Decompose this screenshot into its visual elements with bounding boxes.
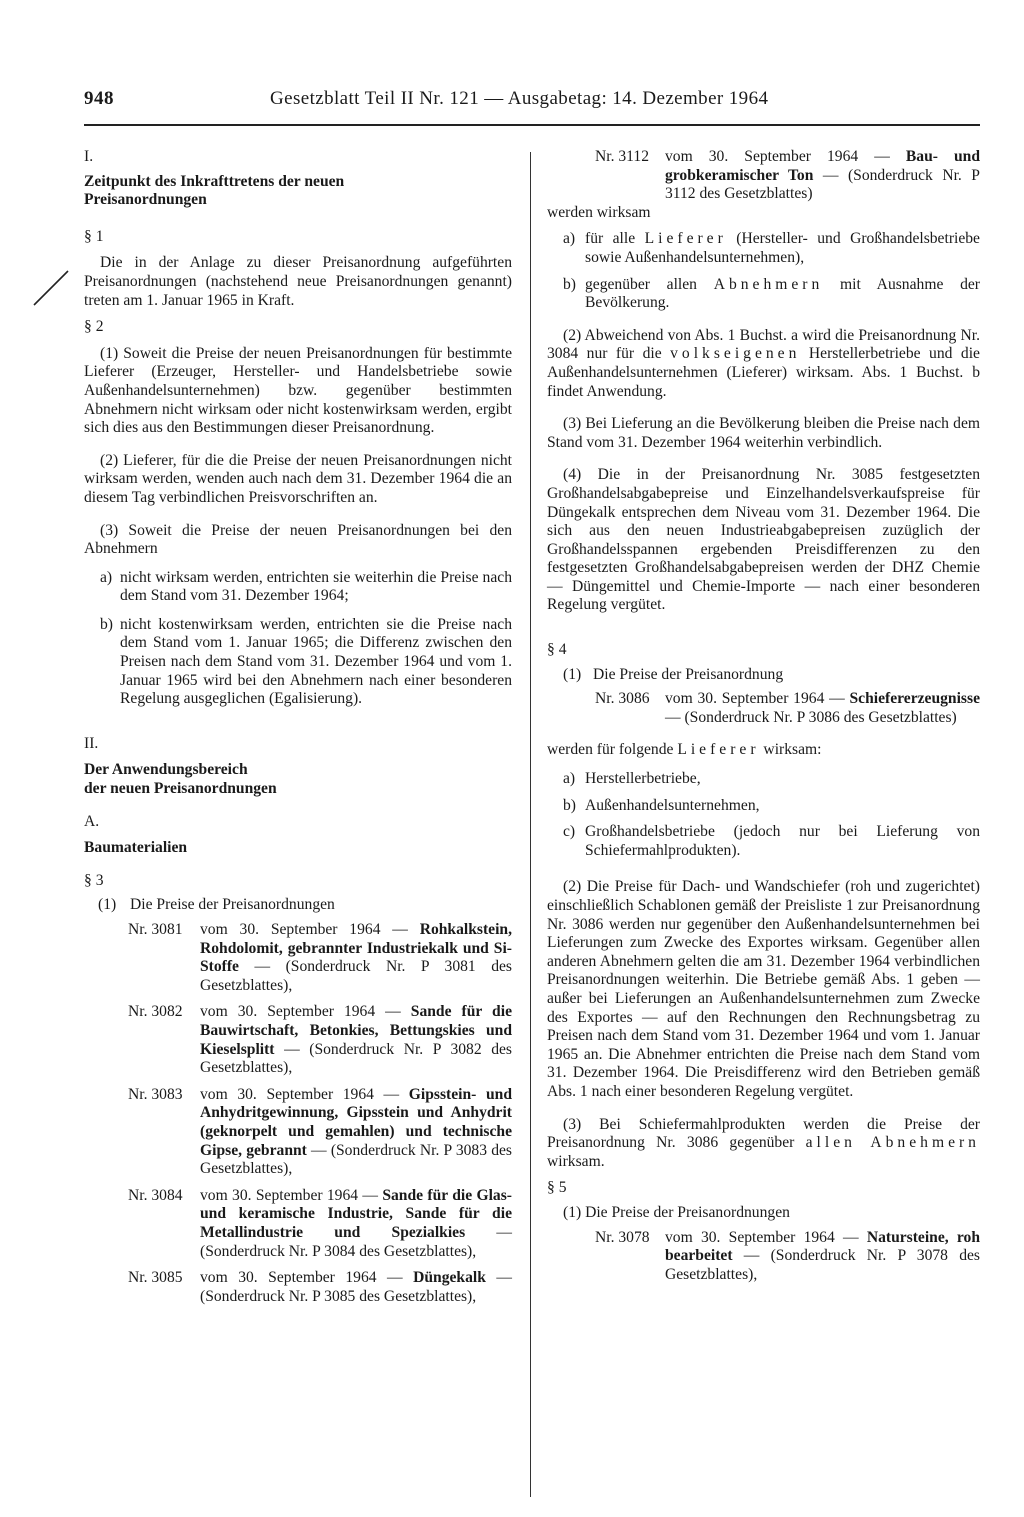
paragraph-text: (1) Soweit die Preise der neuen Preisanordnungen für bestimmte Lieferer (Erzeuger, Hersteller- und Handelsbetriebe sowie Außenhandelsunternehmen) bzw. gegenüber bestimmten Abnehmern nicht wirksam oder nicht kostenwirksam werden, ergibt sich dies aus den Bestimmungen dieser Preisanordnung. [84, 344, 512, 437]
list-item: a) nicht wirksam werden, entrichten sie weiterhin die Preise nach dem Stand vom 31. Dezember 1964; [100, 568, 512, 605]
paragraph-text: (2) Die Preise für Dach- und Wandschiefer (roh und zugerichtet) einschließlich Schablonen gemäß der Preisliste 1 zur Preisanordnung Nr. 3086 werden nur gegenüber den Außenhandelsunternehmen bei Lieferungen zum Zwecke des Exportes wirksam. Gegenüber allen anderen Abnehmern gelten die am 31. Dezember 1964 verbindlichen Preisanordnungen weiterhin. Die Betriebe gemäß Abs. 1 geben — außer bei Lieferungen an Außenhandelsunternehmen zum Zwecke des Exportes — auf den Rechnungen den Rechnungsbetrag zu Preisen nach dem Stand vom 31. Dezember 1964 und vom 1. Januar 1965 an. Die Abnehmer entrichten die Preise nach dem Stand vom 31. Dezember 1964. Die Preisdifferenz wird den Betrieben gemäß Abs. 1 nach einer besonderen Regelung vergütet. [547, 878, 980, 1100]
paragraph-heading: § 4 [547, 641, 567, 659]
paragraph-text: werden für folgende Lieferer wirksam: [547, 741, 822, 759]
ordinance-entry: Nr. 3081 vom 30. September 1964 — Rohkalkstein, Rohdolomit, gebrannter Industriekalk und Si-Stoffe — (Sonderdruck Nr. P 3081 des Gesetzblattes), [128, 921, 512, 994]
list-item: b) gegenüber allen Abnehmern mit Ausnahme der Bevölkerung. [563, 275, 981, 312]
header-rule [84, 124, 980, 126]
ordinance-entry: Nr. 3082 vom 30. September 1964 — Sande für die Bauwirtschaft, Betonkies, Bettungskies und Kieselsplitt — (Sonderdruck Nr. P 3082 des Gesetzblattes), [128, 1003, 512, 1077]
section-title-line: Preisanordnungen [84, 191, 207, 209]
handwritten-slash-mark [28, 268, 74, 308]
paragraph-text: (3) Soweit die Preise der neuen Preisanordnungen bei den Abnehmern [84, 521, 512, 558]
paragraph-heading: § 3 [84, 871, 104, 889]
paragraph-text: (1) Die Preise der Preisanordnungen [563, 1203, 790, 1221]
right-column [547, 148, 980, 1284]
ordinance-entry: Nr. 3084 vom 30. September 1964 — Sande für die Glas- und keramische Industrie, Sande für die Metallindustrie und Spezialkies — (Sonderdruck Nr. P 3084 des Gesetzblattes), [128, 1186, 512, 1260]
ordinance-entry: Nr. 3078 vom 30. September 1964 — Natursteine, roh bearbeitet — (Sonderdruck Nr. P 3078 des Gesetzblattes), [595, 1228, 980, 1283]
section-number: II. [84, 734, 99, 752]
paragraph-text: werden wirksam [547, 203, 651, 221]
section-title-line: Zeitpunkt des Inkrafttretens der neuen [84, 172, 345, 190]
ordinance-entry: Nr. 3083 vom 30. September 1964 — Gipsstein- und Anhydritgewinnung, Gipsstein und Anhydrit (geknorpelt und gemahlen) und technische Gipse, gebrannt — (Sonderdruck Nr. P 3083 des Gesetzblattes), [128, 1085, 512, 1178]
list-item: c) Großhandelsbetriebe (jedoch nur bei Lieferung von Schiefermahlprodukten). [563, 823, 980, 859]
paragraph-text: (2) Abweichend von Abs. 1 Buchst. a wird die Preisanordnung Nr. 3084 nur für die volkseigenen Herstellerbetriebe und die Außenhandelsunternehmen (Lieferer) wirksam. Abs. 1 Buchst. b findet Anwendung. [547, 326, 980, 400]
paragraph-text: (3) Bei Schiefermahlprodukten werden die Preise der Preisanordnung Nr. 3086 gegenüber allen Abnehmern wirksam. [547, 1115, 980, 1170]
paragraph-heading: § 2 [84, 318, 104, 336]
paragraph-heading: § 1 [84, 227, 104, 245]
left-column [84, 148, 512, 1306]
column-divider [530, 152, 531, 1497]
list-item: b) Außenhandelsunternehmen, [563, 796, 760, 814]
paragraph-text: Die in der Anlage zu dieser Preisanordnung aufgeführten Preisanordnungen (nachstehend neue Preisanordnungen genannt) treten am 1. Januar 1965 in Kraft. [84, 254, 512, 309]
page-header [84, 88, 980, 114]
paragraph-text: (2) Lieferer, für die die Preise der neuen Preisanordnungen nicht wirksam werden, wenden auch nach dem 31. Dezember 1964 die an diesem Tag verbindlichen Preisvorschriften an. [84, 451, 512, 506]
ordinance-entry: Nr. 3085 vom 30. September 1964 — Düngekalk — (Sonderdruck Nr. P 3085 des Gesetzblattes), [128, 1269, 512, 1305]
paragraph-text: (3) Bei Lieferung an die Bevölkerung bleiben die Preise nach dem Stand vom 31. Dezember 1964 weiterhin verbindlich. [547, 415, 980, 451]
section-title-line: Der Anwendungsbereich [84, 761, 248, 779]
subsection-letter: A. [84, 812, 100, 830]
list-item: b) nicht kostenwirksam werden, entrichten sie die Preise nach dem Stand vom 1. Januar 1965; die Differenz zwischen den Preisen nach dem Stand vom 31. Dezember 1964 und vom 1. Januar 1965 wird bei den Abnehmern nach einer besonderen Regelung ausgeglichen (Egalisierung). [100, 615, 512, 708]
list-item: a) Herstellerbetriebe, [563, 770, 701, 788]
ordinance-entry: Nr. 3112 vom 30. September 1964 — Bau- und grobkeramischer Ton — (Sonderdruck Nr. P 3112 des Gesetzblattes) [595, 148, 980, 203]
list-item: (1) Die Preise der Preisanordnungen [98, 896, 335, 914]
section-title-line: der neuen Preisanordnungen [84, 780, 277, 798]
paragraph-heading: § 5 [547, 1179, 567, 1197]
header-title: Gesetzblatt Teil II Nr. 121 — Ausgabetag: 14. Dezember 1964 [270, 88, 769, 109]
ordinance-entry: Nr. 3086 vom 30. September 1964 — Schiefererzeugnisse — (Sonderdruck Nr. P 3086 des Gesetzblattes) [595, 690, 980, 726]
paragraph-text: (4) Die in der Preisanordnung Nr. 3085 festgesetzten Großhandelsabgabepreise und Einzelhandelsverkaufspreise für Düngekalk entsprechen dem Niveau vom 31. Dezember 1964. Die sich aus den neuen Industrieabgabepreisen zuzüglich der Großhandelsspannen ergebenden Preisdifferenzen zu den festgesetzten Großhandelsabgabepreisen werden der DHZ Chemie — Düngemittel und Chemie-Importe — nach einer besonderen Regelung vergütet. [547, 466, 980, 614]
subsection-title: Baumaterialien [84, 839, 188, 857]
list-item: a) für alle Lieferer (Hersteller- und Großhandelsbetriebe sowie Außenhandelsunternehmen), [563, 230, 980, 266]
list-item: (1) Die Preise der Preisanordnung [563, 665, 784, 683]
section-number: I. [84, 148, 94, 165]
page-number: 948 [84, 88, 114, 109]
